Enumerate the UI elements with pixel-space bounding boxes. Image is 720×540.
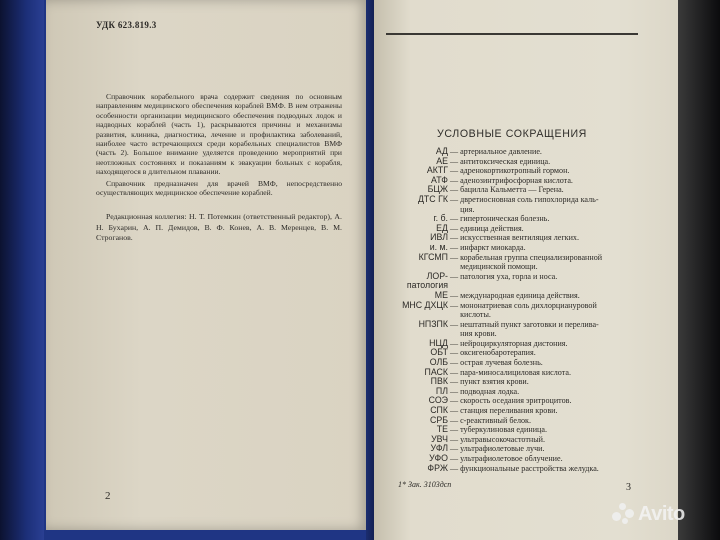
abbreviation-dash: — — [450, 367, 459, 377]
abbreviation-term: АТФ — [431, 174, 448, 185]
abbreviation-definition — [460, 224, 638, 234]
left-page-number: 2 — [105, 490, 111, 502]
abbreviation-row — [386, 444, 638, 454]
editorial-board: Редакционная коллегия: Н. Т. Потемкин (ответственный редактор), А. Н. Бухарин, А. П. Демидов, В. Ф. Конев, А. В. Меренцев, В. М. Строганов. — [96, 212, 342, 243]
abbreviation-dash: — — [450, 223, 459, 233]
abbreviation-definition — [460, 444, 638, 454]
abbreviation-definition — [460, 454, 638, 464]
abbreviation-term: СОЭ — [428, 395, 448, 406]
abbreviation-dash: — — [450, 425, 459, 435]
abbreviation-row — [386, 272, 638, 291]
abbreviation-definition — [460, 406, 638, 416]
abbreviation-dash: — — [450, 415, 459, 425]
definition-line: корабельная группа специализированной — [460, 252, 603, 262]
abbreviation-dash: — — [450, 386, 459, 396]
abbreviation-term: ЛОР-патология — [406, 270, 448, 291]
abbreviation-definition — [460, 291, 638, 301]
abbreviation-term: АЕ — [436, 155, 448, 166]
definition-line: пара-миносалициловая кислота. — [460, 367, 571, 377]
definition-line: нештатный пункт заготовки и перелива- — [460, 319, 599, 329]
definition-line: адренокортикотропный гормон. — [460, 166, 570, 176]
abbreviation-term: МНС ДХЦК — [402, 299, 448, 310]
definition-line: подводная лодка. — [460, 386, 520, 396]
abbreviation-term: г. б. — [433, 213, 448, 224]
abbreviation-row — [386, 425, 638, 435]
definition-line: нейроциркуляторная дистония. — [460, 338, 568, 348]
abbreviation-dash: — — [450, 166, 459, 176]
abbreviation-definition — [460, 377, 638, 387]
abstract-paragraph: Справочник предназначен для врачей ВМФ, непосредственно осуществляющих медицинское обеспечение кораблей. — [96, 178, 342, 198]
abbreviation-row — [386, 176, 638, 186]
abbreviation-dash: — — [450, 463, 459, 473]
abbreviation-row — [386, 358, 638, 368]
abbreviation-definition — [460, 348, 638, 358]
definition-line: единица действия. — [460, 223, 524, 233]
book-cover-edge — [0, 0, 44, 540]
definition-line: ция. — [460, 204, 475, 214]
definition-line: двретиосновная соль гипохлорида каль- — [460, 194, 599, 204]
abbreviation-dash: — — [450, 233, 459, 243]
abbreviation-dash: — — [450, 396, 459, 406]
definition-line: оксигенобаротерапия. — [460, 348, 536, 358]
abbreviation-definition — [460, 358, 638, 368]
definition-line: гипертоническая болезнь. — [460, 214, 550, 224]
abbreviation-definition — [460, 416, 638, 426]
abbreviation-row — [386, 464, 638, 474]
abbreviation-row — [386, 224, 638, 234]
print-order-note: 1* Зак. 3103дсп — [398, 480, 452, 489]
abbreviation-dash: — — [450, 348, 459, 358]
abbreviation-row — [386, 348, 638, 358]
definition-line: ультрафиолетовые лучи. — [460, 444, 545, 454]
abbreviation-definition — [460, 272, 638, 291]
abbreviation-definition — [460, 387, 638, 397]
abbreviation-row — [386, 147, 638, 157]
abbreviation-row — [386, 396, 638, 406]
abbreviation-dash: — — [450, 185, 459, 195]
definition-line: бацилла Кальметта — Герена. — [460, 185, 564, 195]
abbreviation-term: АД — [435, 146, 448, 156]
abbreviation-dash: — — [450, 406, 459, 416]
abbreviation-dash: — — [450, 242, 459, 252]
abbreviation-row — [386, 368, 638, 378]
definition-line: станция переливания крови. — [460, 406, 558, 416]
abbreviation-dash: — — [450, 147, 459, 156]
abbreviation-term: ПВК — [430, 376, 448, 387]
avito-wordmark: Avito — [638, 502, 685, 525]
abbreviation-row — [386, 320, 638, 339]
abbreviation-definition — [460, 339, 638, 349]
abbreviation-definition — [460, 185, 638, 195]
abbreviation-definition — [460, 435, 638, 445]
abbreviation-term: НЦД — [429, 337, 448, 348]
abbreviation-row — [386, 157, 638, 167]
abbreviation-dash: — — [450, 271, 459, 281]
abbreviation-term: СПК — [430, 405, 448, 416]
abbreviation-row — [386, 233, 638, 243]
definition-line: мононатриевая соль дихлорциануровой — [460, 300, 597, 310]
definition-line: туберкулиновая единица. — [460, 425, 547, 435]
abbreviation-dash: — — [450, 338, 459, 348]
abbreviation-definition — [460, 253, 638, 272]
abbreviation-row — [386, 416, 638, 426]
abbreviation-row — [386, 214, 638, 224]
abbreviation-row — [386, 406, 638, 416]
abbreviation-definition — [460, 157, 638, 167]
abbreviation-term: УВЧ — [431, 433, 448, 444]
abbreviation-term: ПАСК — [424, 366, 448, 377]
abbreviation-dash: — — [450, 454, 459, 463]
abbreviation-term: АКТГ — [426, 165, 448, 176]
abbreviation-term: ЕД — [436, 222, 448, 233]
definition-line: функциональные расстройства желудка. — [460, 463, 599, 473]
abstract-text — [96, 92, 342, 197]
abbreviation-term: ПЛ — [435, 385, 448, 396]
abbreviation-definition — [460, 396, 638, 406]
abbreviation-definition — [460, 425, 638, 435]
abbreviation-definition — [460, 320, 638, 339]
definition-line: ультрафиолетовое облучение. — [460, 454, 563, 463]
definition-line: с-реактивный белок. — [460, 415, 531, 425]
abbreviation-term: СРБ — [430, 414, 448, 425]
abbreviation-dash: — — [450, 319, 459, 329]
abbreviation-dash: — — [450, 252, 459, 262]
abbreviation-definition — [460, 233, 638, 243]
abbreviation-dash: — — [450, 194, 459, 204]
udk-code: УДК 623.819.3 — [96, 20, 157, 30]
definition-line: инфаркт миокарда. — [460, 242, 526, 252]
abstract-paragraph: Справочник корабельного врача содержит сведения по основным направлениям медицинского обеспечения кораблей ВМФ. В нем отражены особенности организации медицинского обеспечения подводных лодок и надводных кораблей (часть 1), раскрываются причины и механизмы развития, клиника, диагностика, лечение и профилактика заболеваний, наиболее часто встречающихся среди корабельных специалистов ВМФ (часть 2). Большое внимание уделяется проведению мероприятий при неотложных состояниях и показаниям к эвакуации больных с корабля, находящегося в длительном плавании. — [96, 92, 342, 177]
abbreviation-row — [386, 435, 638, 445]
abbreviation-term: ИВЛ — [430, 232, 448, 243]
abbreviation-term: БЦЖ — [427, 184, 448, 195]
abbreviation-definition — [460, 166, 638, 176]
abbreviation-row — [386, 195, 638, 214]
definition-line: аденозинтрифосфорная кислота. — [460, 175, 573, 185]
abbreviation-row — [386, 387, 638, 397]
abbreviation-term: МЕ — [434, 289, 448, 300]
avito-watermark — [612, 500, 685, 528]
abbreviation-dash: — — [450, 434, 459, 444]
definition-line: искусственная вентиляция легких. — [460, 233, 579, 243]
abbreviation-dash: — — [450, 156, 459, 166]
abbreviation-dash: — — [450, 358, 459, 368]
background-right — [678, 0, 720, 540]
abbreviations-list — [386, 147, 638, 473]
definition-line: международная единица действия. — [460, 290, 580, 300]
abbreviation-dash: — — [450, 377, 459, 387]
abbreviation-dash: — — [450, 290, 459, 300]
abbreviation-definition — [460, 214, 638, 224]
definition-line: патология уха, горла и носа. — [460, 271, 558, 281]
left-page — [46, 0, 368, 530]
abbreviation-row — [386, 301, 638, 320]
abbreviation-term: ДТС ГК — [417, 193, 448, 204]
abbreviation-row — [386, 253, 638, 272]
abbreviation-dash: — — [450, 214, 459, 224]
definition-line: скорость оседания эритроцитов. — [460, 396, 572, 406]
abbreviation-term: КГСМП — [418, 251, 448, 262]
abbreviation-definition — [460, 195, 638, 214]
definition-line: ния крови. — [460, 329, 497, 339]
abbreviation-definition — [460, 464, 638, 474]
right-page-number: 3 — [626, 482, 631, 493]
abbreviations-heading: УСЛОВНЫЕ СОКРАЩЕНИЯ — [437, 128, 587, 140]
abbreviation-definition — [460, 301, 638, 320]
abbreviation-row — [386, 377, 638, 387]
abbreviation-term: ОЛБ — [429, 357, 448, 368]
abbreviation-row — [386, 339, 638, 349]
abbreviation-row — [386, 454, 638, 464]
top-rule — [386, 33, 638, 35]
abbreviation-dash: — — [450, 175, 459, 185]
abbreviation-definition — [460, 176, 638, 186]
abbreviation-dash: — — [450, 444, 459, 454]
abbreviation-term: НПЗПК — [418, 318, 448, 329]
abbreviation-definition — [460, 243, 638, 253]
abbreviation-dash: — — [450, 300, 459, 310]
definition-line: ультравысокочастотный. — [460, 434, 546, 444]
definition-line: кислоты. — [460, 310, 491, 320]
abbreviation-row — [386, 166, 638, 176]
definition-line: острая лучевая болезнь. — [460, 358, 543, 368]
abbreviation-definition — [460, 368, 638, 378]
abbreviation-term: УФЛ — [430, 443, 448, 454]
definition-line: медицинской помощи. — [460, 262, 538, 272]
abbreviation-term: ТЕ — [436, 424, 448, 435]
abbreviation-term: УФО — [429, 453, 448, 463]
definition-line: артериальное давление. — [460, 147, 542, 156]
definition-line: антитоксическая единица. — [460, 156, 551, 166]
abbreviation-term: ОБТ — [430, 347, 448, 358]
abbreviation-term: ФРЖ — [427, 462, 448, 473]
avito-logo-icon — [612, 503, 634, 525]
abbreviation-definition — [460, 147, 638, 157]
abbreviation-term: и. м. — [429, 241, 448, 252]
definition-line: пункт взятия крови. — [460, 377, 529, 387]
